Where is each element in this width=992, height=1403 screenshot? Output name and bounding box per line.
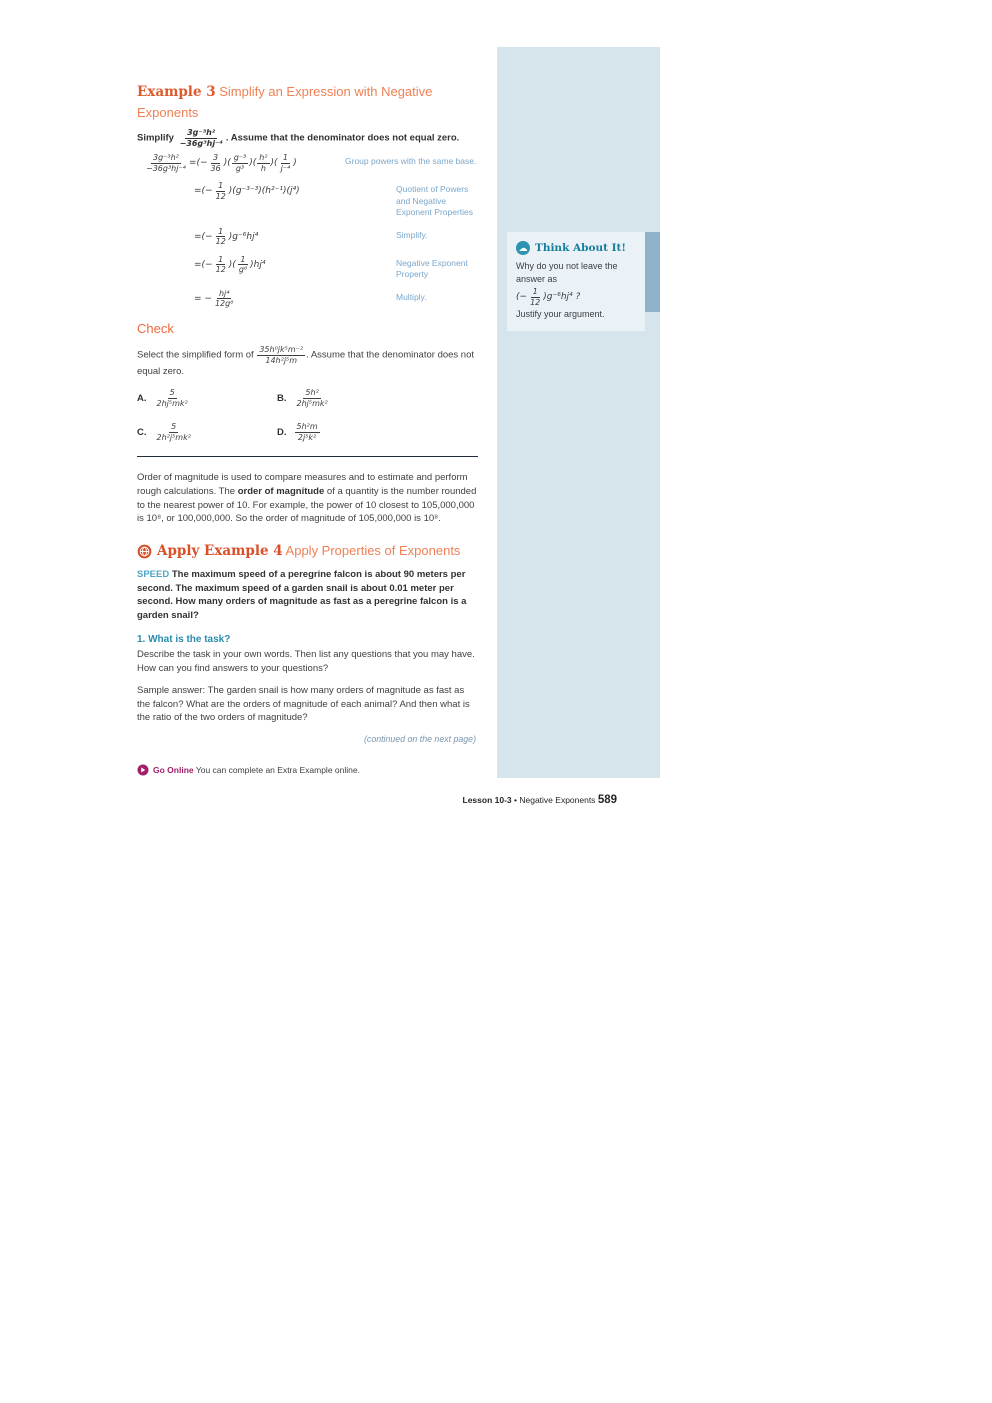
order-of-magnitude-paragraph bbox=[137, 471, 478, 526]
speed-tag: SPEED bbox=[137, 569, 170, 581]
math-step-1-note: Group powers with the same base. bbox=[345, 156, 477, 166]
option-c-value: $\frac{5}{\text{2h²j⁵mk²}}$ bbox=[156, 422, 191, 442]
option-d-label: D. bbox=[277, 426, 287, 438]
think-question-math: (− $\frac{1}{12}$ )g⁻⁶hj⁴ ? bbox=[516, 287, 581, 307]
right-sidebar-panel bbox=[497, 47, 660, 778]
option-a-label: A. bbox=[137, 392, 147, 404]
continued-note: (continued on the next page) bbox=[364, 733, 476, 744]
math-step-5-note: Multiply. bbox=[396, 291, 427, 302]
check-suffix: . Assume that the denominator does not equal zero. bbox=[137, 349, 475, 377]
think-title: Think About It! bbox=[535, 242, 627, 254]
math-step-1 bbox=[137, 153, 478, 173]
worked-solution bbox=[137, 153, 478, 309]
page-footer bbox=[137, 794, 617, 806]
section-divider bbox=[137, 456, 478, 457]
math-step-4 bbox=[137, 255, 478, 281]
math-step-5-expression: = − $\frac{\text{hj⁴}}{\text{12g⁶}}$ bbox=[194, 288, 234, 308]
think-title-row bbox=[516, 241, 637, 255]
math-step-2 bbox=[137, 181, 478, 219]
option-c-label: C. bbox=[137, 426, 147, 438]
speed-problem bbox=[137, 568, 478, 622]
example3-label: Example 3 bbox=[137, 84, 216, 100]
answer-option-d[interactable] bbox=[277, 422, 478, 442]
math-step-3-note: Simplify. bbox=[396, 229, 428, 240]
think-question-line2: Justify your argument. bbox=[516, 309, 605, 319]
example3-problem bbox=[137, 128, 478, 148]
footer-title: Negative Exponents bbox=[519, 795, 598, 805]
check-question bbox=[137, 345, 478, 378]
sidebar-tab bbox=[645, 232, 660, 312]
go-online-text: You can complete an Extra Example online. bbox=[193, 764, 360, 775]
main-column bbox=[137, 80, 478, 776]
footer-page-number: 589 bbox=[597, 794, 617, 806]
option-b-label: B. bbox=[277, 392, 287, 404]
problem-prefix: Simplify bbox=[137, 132, 177, 144]
speed-text: The maximum speed of a peregrine falcon is about 90 meters per second. The maximum speed of a garden snail is about 0.01 meter per second. How many orders of magnitude as fast as a peregrine falcon is a garden snail? bbox=[137, 569, 467, 621]
answer-option-c[interactable] bbox=[137, 422, 277, 442]
go-online-icon[interactable] bbox=[137, 764, 149, 776]
example3-heading bbox=[137, 80, 478, 121]
sample-answer: Sample answer: The garden snail is how many orders of magnitude as fast as the falcon? What are the orders of magnitude of each animal? And then what is the ratio of the two orders of magnitude? bbox=[137, 685, 470, 724]
task-heading: 1. What is the task? bbox=[137, 634, 231, 646]
check-prefix: Select the simplified form of bbox=[137, 349, 257, 361]
think-question-line1: Why do you not leave the answer as bbox=[516, 261, 618, 284]
go-online-row bbox=[137, 764, 478, 776]
problem-fraction: $\frac{\text{3g⁻³h²}}{\text{−36g³hj⁻⁴}}$ bbox=[179, 128, 223, 148]
option-b-value: $\frac{\text{5h²}}{\text{2hj⁵mk²}}$ bbox=[296, 388, 328, 408]
math-step-3-expression: = (− $\frac{1}{12}$ )g⁻⁶hj⁴ bbox=[194, 226, 259, 246]
go-online-label[interactable]: Go Online bbox=[153, 764, 194, 775]
math-step-3 bbox=[137, 227, 478, 247]
magnitude-text-1: Order of magnitude is used to compare measures and to estimate and perform rough calculations. The bbox=[137, 472, 468, 497]
example3-title: Simplify an Expression with Negative Exponents bbox=[137, 84, 433, 120]
task-description: Describe the task in your own words. Then list any questions that you may have. How can you find answers to your questions? bbox=[137, 649, 475, 674]
option-d-value: $\frac{\text{5h²m}}{\text{2j⁵k²}}$ bbox=[296, 422, 318, 442]
option-a-value: $\frac{5}{\text{2hj⁵mk²}}$ bbox=[156, 388, 188, 408]
globe-icon bbox=[137, 544, 152, 559]
answer-option-a[interactable] bbox=[137, 388, 277, 408]
apply-example4-heading bbox=[137, 543, 478, 559]
math-step-5 bbox=[137, 289, 478, 309]
math-step-4-expression: = (− $\frac{1}{12}$ )( $\frac{1}{\text{g⁶}}$ )hj⁴ bbox=[194, 254, 266, 274]
apply-example4-title: Apply Properties of Exponents bbox=[282, 543, 461, 559]
footer-separator: • bbox=[511, 795, 520, 805]
math-step-4-note: Negative Exponent Property bbox=[396, 257, 468, 279]
problem-suffix: . Assume that the denominator does not equal zero. bbox=[225, 132, 460, 144]
math-step-1-expression: $\frac{\text{3g⁻³h²}}{\text{−36g³hj⁻⁴}}$ = (− $\frac{3}{36}$ )( $\frac{\text{g⁻³}}{\text{g³}}$ )( $\frac{\text{h²}}{h}$ )( $\frac{1}{\text{j⁻⁴}}$ ) bbox=[146, 153, 297, 173]
cloud-icon: ☁ bbox=[516, 241, 530, 255]
check-heading: Check bbox=[137, 320, 174, 336]
magnitude-term: order of magnitude bbox=[237, 485, 325, 497]
answer-option-b[interactable] bbox=[277, 388, 478, 408]
footer-lesson: Lesson 10-3 bbox=[462, 795, 512, 805]
answer-options bbox=[137, 388, 478, 442]
apply-example4-label: Apply Example 4 bbox=[157, 543, 283, 560]
math-step-2-expression: = (− $\frac{1}{12}$ )(g⁻³⁻³)(h²⁻¹)(j⁴) bbox=[194, 181, 300, 201]
think-about-it-box bbox=[507, 232, 645, 331]
math-step-2-note: Quotient of Powers and Negative Exponent Properties bbox=[396, 184, 474, 217]
magnitude-text-2: of a quantity is the number rounded to the nearest power of 10. For example, the power of 10 closest to 105,000,000 is 10⁸, or 100,000,000. So the order of magnitude of 105,000,000 is 10⁸. bbox=[137, 485, 477, 525]
check-fraction: $\frac{\text{35h⁰jk⁵m⁻²}}{\text{14h²j⁵m}}$ bbox=[259, 345, 304, 365]
